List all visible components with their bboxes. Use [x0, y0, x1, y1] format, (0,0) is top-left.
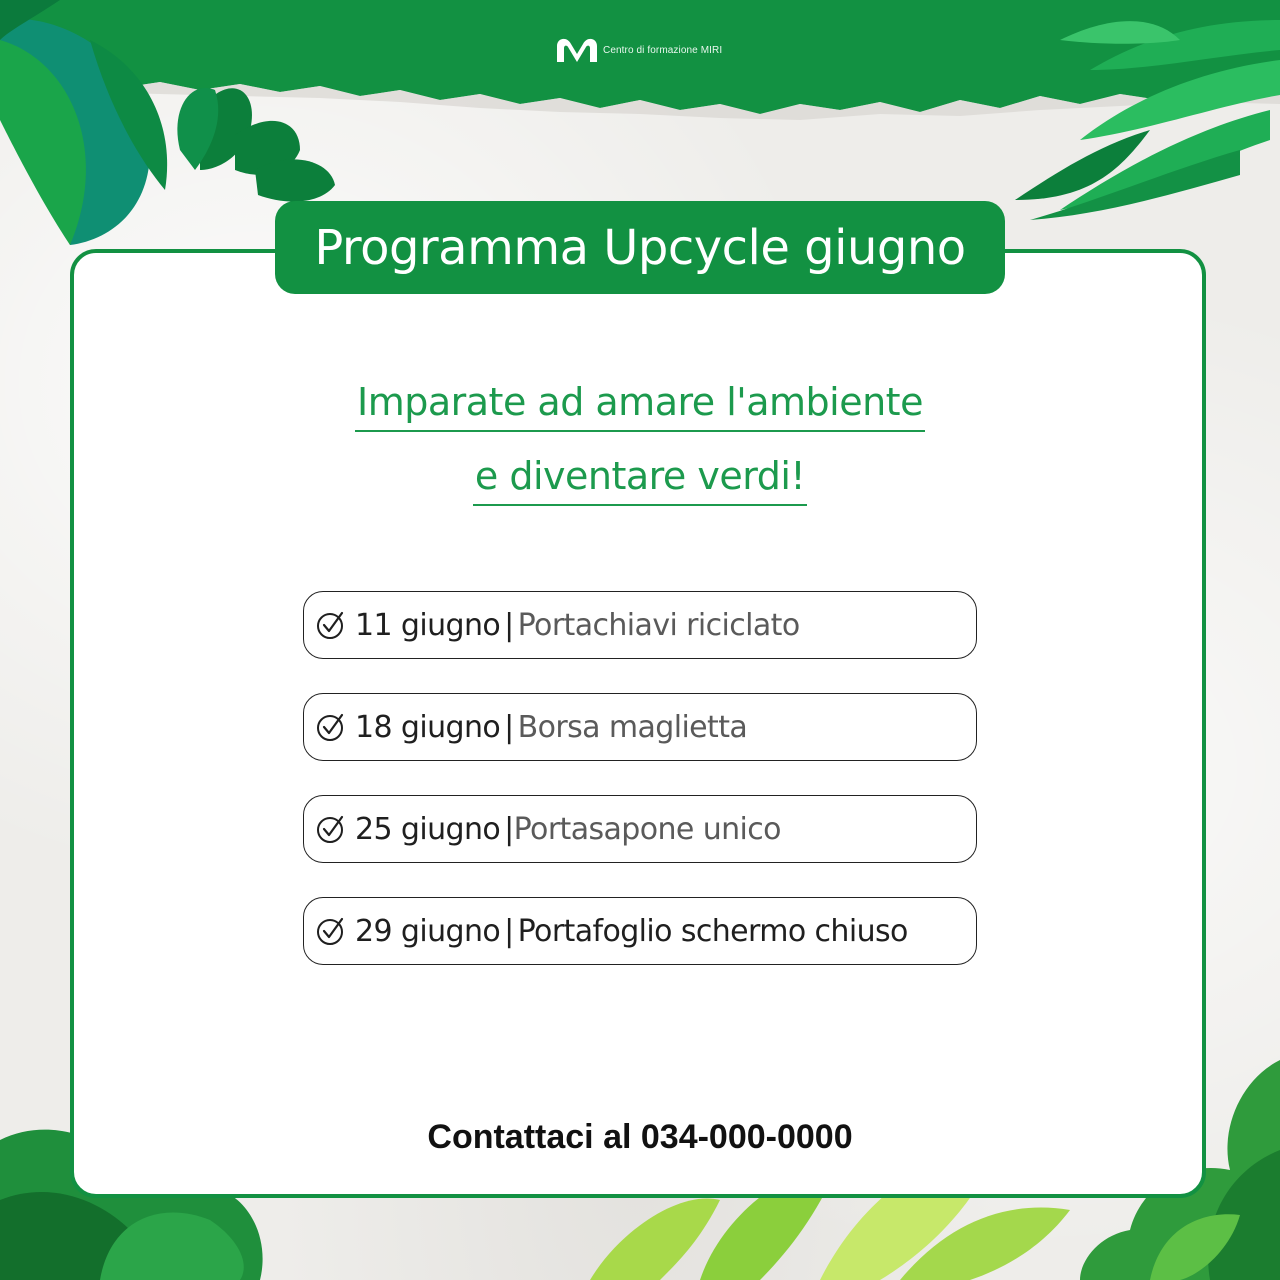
- check-circle-icon: [316, 916, 346, 946]
- miri-m-logo-icon: [555, 36, 599, 64]
- check-circle-icon: [316, 610, 346, 640]
- event-date: 29 giugno: [355, 913, 501, 949]
- page-title: Programma Upcycle giugno: [314, 219, 966, 276]
- event-activity: Portachiavi riciclato: [517, 607, 800, 643]
- event-activity: Portafoglio schermo chiuso: [517, 913, 908, 949]
- title-banner: [275, 201, 1005, 294]
- event-item: [303, 591, 977, 659]
- brand-header: [555, 36, 722, 64]
- palm-leaf-icon: [177, 88, 335, 202]
- event-separator: |: [504, 709, 514, 745]
- check-circle-icon: [316, 712, 346, 742]
- event-date: 25 giugno: [355, 811, 501, 847]
- event-separator: |: [504, 913, 514, 949]
- event-item: [303, 693, 977, 761]
- event-item: [303, 795, 977, 863]
- check-circle-icon: [316, 814, 346, 844]
- brand-name: Centro di formazione MIRI: [603, 44, 723, 56]
- event-date: 11 giugno: [355, 607, 501, 643]
- event-item: [303, 897, 977, 965]
- event-date: 18 giugno: [355, 709, 501, 745]
- event-separator: |: [504, 607, 514, 643]
- event-list: [303, 591, 977, 999]
- event-separator: |: [504, 811, 514, 847]
- event-activity: Portasapone unico: [513, 811, 781, 847]
- event-activity: Borsa maglietta: [517, 709, 748, 745]
- contact-line: Contattaci al 034-000-0000: [427, 1118, 853, 1156]
- subtitle-line-1: Imparate ad amare l'ambiente: [0, 376, 1280, 432]
- subtitle-line-2: e diventare verdi!: [0, 450, 1280, 506]
